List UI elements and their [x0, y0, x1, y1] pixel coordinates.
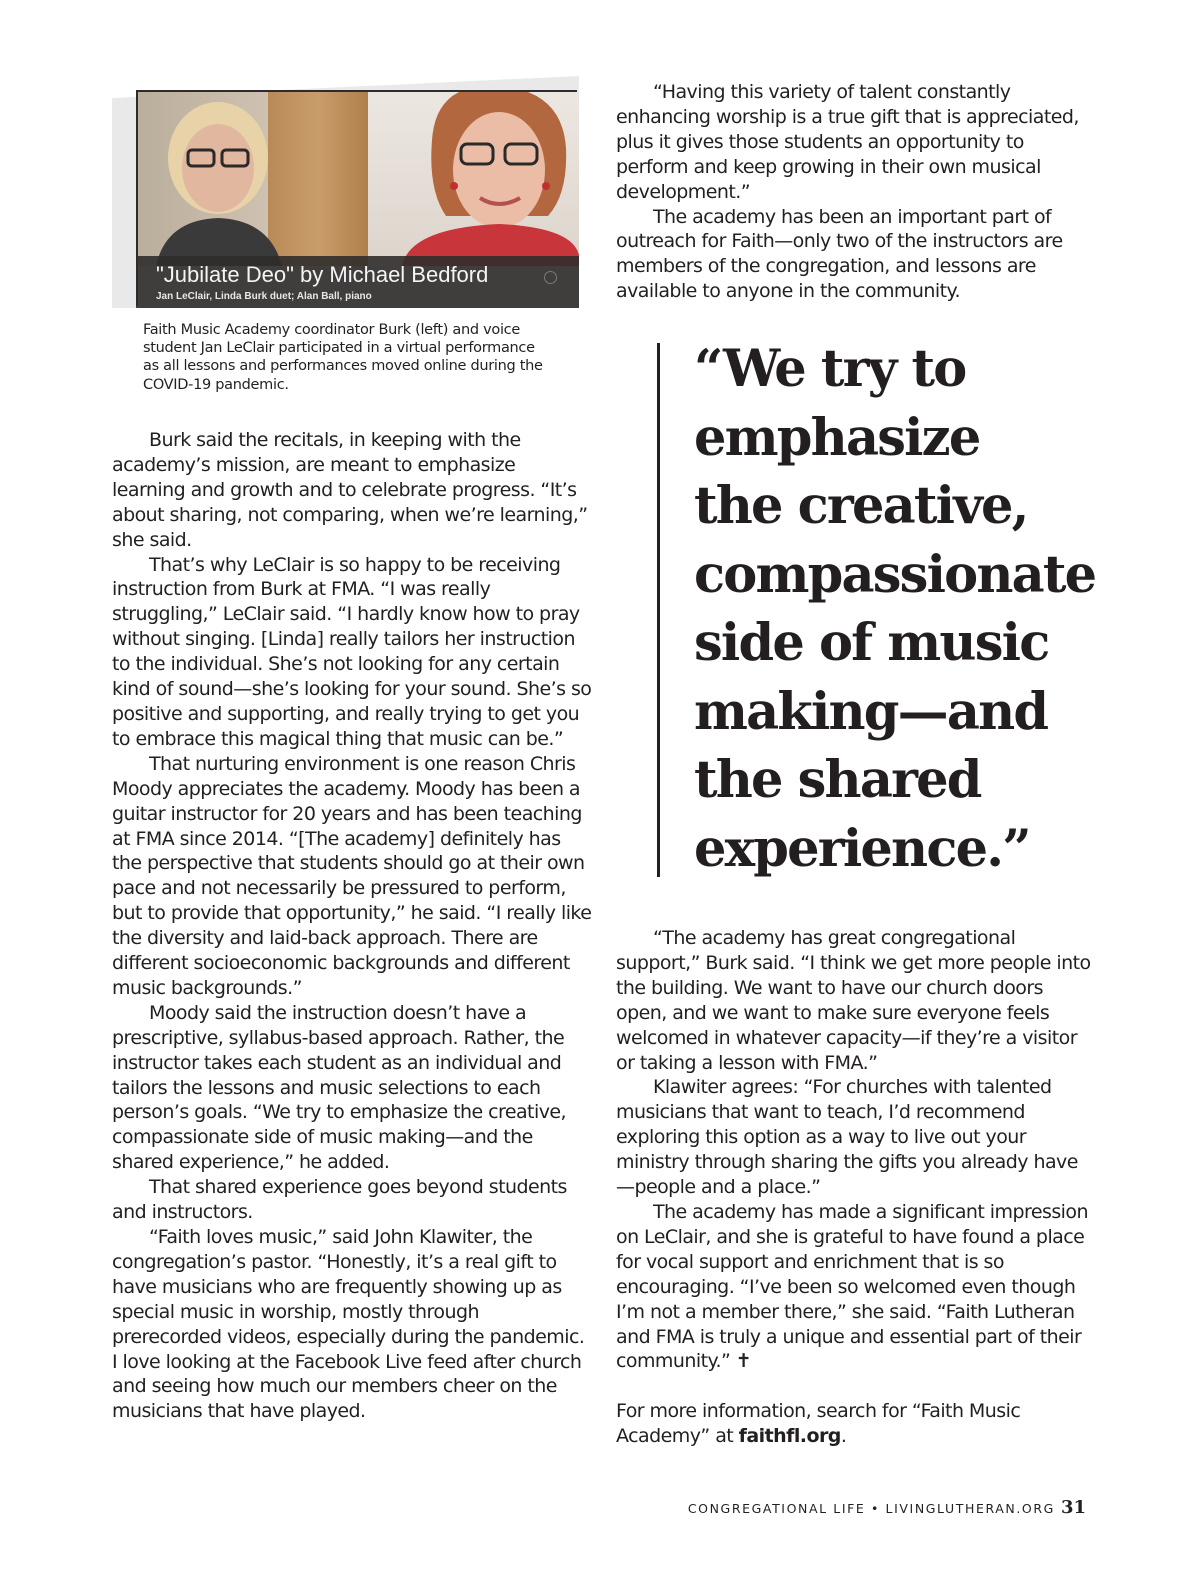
right-column-top	[616, 80, 1096, 304]
paragraph: Moody said the instruction doesn’t have a prescriptive, syllabus-based approach. Rather, the instructor takes each student as an individual and tailors the lessons and music selections to each person’s goals. “We try to emphasize the creative, compassionate side of music making—and the shared experience,” he added.	[112, 1001, 567, 1174]
paragraph: That shared experience goes beyond students and instructors.	[112, 1176, 567, 1224]
pull-quote-line: the creative,	[694, 476, 1028, 536]
pull-quote-line: making—and	[694, 681, 1048, 742]
video-title: "Jubilate Deo" by Michael Bedford	[156, 262, 489, 287]
photo-border	[136, 90, 577, 306]
more-info-end: .	[840, 1425, 847, 1448]
pull-quote-line: “We try to	[694, 339, 966, 399]
pull-quote-line: side of music	[694, 613, 1049, 673]
pull-quote	[694, 335, 1094, 883]
pull-quote-line: experience.”	[694, 818, 1030, 879]
pull-quote-line: the shared	[694, 750, 981, 810]
pull-quote-line: emphasize	[694, 407, 980, 468]
page-footer	[688, 1497, 1086, 1518]
paragraph: Burk said the recitals, in keeping with the academy’s mission, are meant to emphasize learning and growth and to celebrate progress. “It’s about sharing, not comparing, when we’re learning,” she said.	[112, 429, 588, 551]
more-info-paragraph	[616, 1399, 1096, 1449]
paragraph: “Having this variety of talent constantly enhancing worship is a true gift that is appreciated, plus it gives those students an opportunity to perform and keep growing in their own musical development.”	[616, 81, 1079, 203]
paragraph: The academy has made a significant impression on LeClair, and she is grateful to have found a place for vocal support and enrichment that is so encouraging. “I’ve been so welcomed even though I’m not a member there,” she said. “Faith Lutheran and FMA is truly a unique and essential part of their community.” ✝	[616, 1200, 1088, 1373]
paragraph: That nurturing environment is one reason Chris Moody appreciates the academy. Moody has been a guitar instructor for 20 years and has been teaching at FMA since 2014. “[The academy] definitely has the perspective that students should go at their own pace and not necessarily be pressured to perform, but to provide that opportunity,” he said. “I really like the diversity and laid-back approach. There are different socioeconomic backgrounds and different music backgrounds.”	[112, 752, 592, 999]
pull-quote-rule	[657, 343, 660, 877]
paragraph: “The academy has great congregational support,” Burk said. “I think we get more people into the building. We want to have our church doors open, and we want to make sure everyone feels welcomed in whatever capacity—if they’re a visitor or taking a lesson with FMA.”	[616, 927, 1091, 1074]
more-info-text: For more information, search for “Faith Music Academy” at	[616, 1400, 1021, 1448]
paragraph: That’s why LeClair is so happy to be receiving instruction from Burk at FMA. “I was really struggling,” LeClair said. “I hardly know how to pray without singing. [Linda] really tailors her instruction to the individual. She’s not looking for any certain kind of sound—she’s looking for your sound. She’s so positive and supporting, and really trying to get you to embrace this magical thing that music can be.”	[112, 553, 592, 750]
left-column	[112, 428, 592, 1424]
paragraph: “Faith loves music,” said John Klawiter, the congregation’s pastor. “Honestly, it’s a real gift to have musicians who are frequently showing up as special music in worship, mostly through prerecorded videos, especially during the pandemic. I love looking at the Facebook Live feed after church and seeing how much our members cheer on the musicians that have played.	[112, 1226, 585, 1423]
video-subtitle: Jan LeClair, Linda Burk duet; Alan Ball, piano	[156, 291, 372, 302]
right-column-bottom	[616, 926, 1096, 1449]
paragraph: The academy has been an important part of outreach for Faith—only two of the instructors are members of the congregation, and lessons are available to anyone in the community.	[616, 205, 1063, 303]
page-number: 31	[1060, 1497, 1086, 1518]
paragraph: Klawiter agrees: “For churches with talented musicians that want to teach, I’d recommend exploring this option as a way to live out your ministry through sharing the gifts you already have—people and a place.”	[616, 1076, 1078, 1199]
pull-quote-line: compassionate	[694, 544, 1096, 605]
footer-text: CONGREGATIONAL LIFE • LIVINGLUTHERAN.ORG	[687, 1501, 1055, 1516]
video-still-photo	[112, 76, 579, 308]
website-link[interactable]: faithfl.org	[738, 1425, 841, 1448]
photo-caption: Faith Music Academy coordinator Burk (left) and voice student Jan LeClair participated in a virtual performance as all lessons and performances moved online during the COVID-19 pandemic.	[143, 322, 543, 393]
